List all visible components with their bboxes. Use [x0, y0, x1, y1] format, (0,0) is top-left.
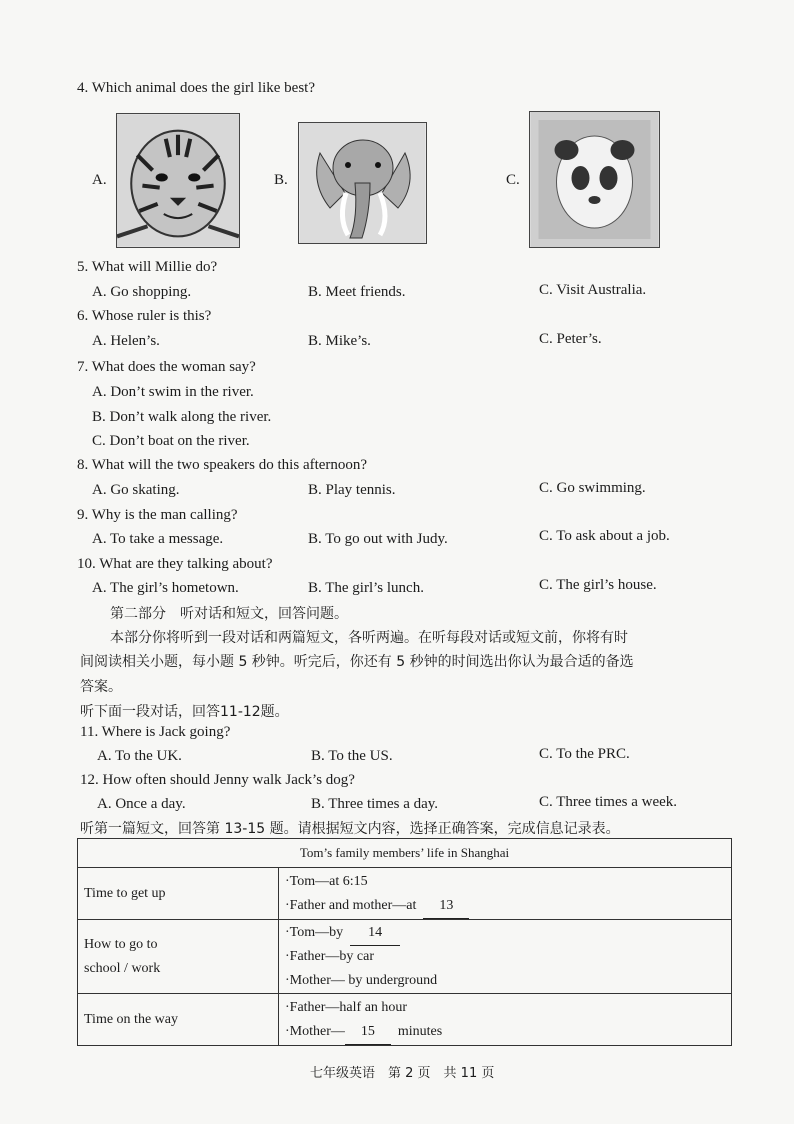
q10-option-c: C. The girl’s house.: [539, 577, 657, 593]
q12-option-c: C. Three times a week.: [539, 794, 678, 810]
table-row: [78, 868, 732, 920]
q9-stem: 9. Why is the man calling?: [77, 507, 238, 523]
q12-option-b: B. Three times a day.: [311, 796, 439, 812]
q9-option-c: C. To ask about a job.: [539, 528, 670, 544]
table-row: [78, 994, 732, 1046]
passage-instruction: 听第一篇短文，回答第 13-15 题。请根据短文内容，选择正确答案，完成信息记录表。: [80, 821, 620, 837]
q6-stem: 6. Whose ruler is this?: [77, 308, 212, 324]
tiger-icon: [117, 114, 239, 247]
info-record-table: [77, 838, 732, 1046]
part2-heading: 第二部分 听对话和短文，回答问题。: [110, 606, 348, 622]
elephant-picture: [298, 122, 427, 244]
answer-blank-13[interactable]: 13: [423, 894, 469, 919]
row-label-transport-line1: How to go to: [84, 936, 158, 952]
mother-transport: ·Mother— by underground: [285, 972, 438, 988]
q10-stem: 10. What are they talking about?: [77, 556, 273, 572]
father-on-the-way: ·Father—half an hour: [285, 999, 408, 1015]
q4-option-a-label: A.: [92, 172, 107, 188]
row-label-get-up: Time to get up: [78, 868, 279, 920]
part2-intro-line2: 间阅读相关小题，每小题 5 秒钟。听完后，你还有 5 秒钟的时间选出你认为最合适的备选: [80, 654, 634, 670]
table-row: [78, 920, 732, 994]
q6-option-a: A. Helen’s.: [92, 333, 160, 349]
q8-stem: 8. What will the two speakers do this afternoon?: [77, 457, 368, 473]
row-label-transport: [78, 920, 279, 994]
q5-option-a: A. Go shopping.: [92, 284, 192, 300]
dialogue-instruction: 听下面一段对话，回答11-12题。: [80, 704, 289, 720]
q8-option-a: A. Go skating.: [92, 482, 180, 498]
tom-transport: [285, 921, 725, 945]
answer-blank-14[interactable]: 14: [350, 921, 400, 946]
table-title-row: [78, 839, 732, 868]
q7-option-b: B. Don’t walk along the river.: [92, 409, 272, 425]
q7-stem: 7. What does the woman say?: [77, 359, 256, 375]
q8-option-b: B. Play tennis.: [308, 482, 396, 498]
answer-blank-15[interactable]: 15: [345, 1020, 391, 1045]
father-transport: ·Father—by car: [285, 948, 375, 964]
panda-picture: [529, 111, 660, 248]
q4-stem: 4. Which animal does the girl like best?: [77, 80, 315, 96]
q5-stem: 5. What will Millie do?: [77, 259, 218, 275]
q10-option-b: B. The girl’s lunch.: [308, 580, 424, 596]
parents-get-up-text: ·Father and mother—at: [285, 897, 417, 913]
parents-get-up: [285, 894, 725, 918]
tom-get-up: ·Tom—at 6:15: [285, 873, 368, 889]
row-content-get-up: [279, 868, 732, 920]
tom-transport-text: ·Tom—by: [285, 924, 344, 940]
tiger-picture: [116, 113, 240, 248]
elephant-icon: [299, 123, 426, 243]
row-content-on-the-way: [279, 994, 732, 1046]
q6-option-b: B. Mike’s.: [308, 333, 371, 349]
q7-option-c: C. Don’t boat on the river.: [92, 433, 250, 449]
page-footer: 七年级英语 第 2 页 共 11 页: [310, 1066, 495, 1081]
minutes-label: minutes: [397, 1023, 443, 1039]
row-label-transport-line2: school / work: [84, 960, 161, 976]
row-content-transport: [279, 920, 732, 994]
q4-option-b-label: B.: [274, 172, 288, 188]
q12-stem: 12. How often should Jenny walk Jack’s dog?: [80, 772, 355, 788]
q7-option-a: A. Don’t swim in the river.: [92, 384, 254, 400]
q4-option-c-label: C.: [506, 172, 520, 188]
mother-on-the-way-text: ·Mother—: [285, 1023, 345, 1039]
row-label-on-the-way: Time on the way: [78, 994, 279, 1046]
q11-option-c: C. To the PRC.: [539, 746, 630, 762]
q6-option-c: C. Peter’s.: [539, 331, 602, 347]
part2-intro-line1: 本部分你将听到一段对话和两篇短文，各听两遍。在听每段对话或短文前，你将有时: [110, 630, 628, 646]
q5-option-b: B. Meet friends.: [308, 284, 406, 300]
panda-icon: [530, 112, 659, 247]
q11-option-b: B. To the US.: [311, 748, 393, 764]
table-title: Tom’s family members’ life in Shanghai: [78, 839, 732, 868]
q9-option-b: B. To go out with Judy.: [308, 531, 448, 547]
q10-option-a: A. The girl’s hometown.: [92, 580, 239, 596]
q9-option-a: A. To take a message.: [92, 531, 224, 547]
q8-option-c: C. Go swimming.: [539, 480, 646, 496]
mother-on-the-way: [285, 1020, 725, 1044]
q11-option-a: A. To the UK.: [97, 748, 182, 764]
part2-intro-line3: 答案。: [80, 679, 122, 695]
q5-option-c: C. Visit Australia.: [539, 282, 647, 298]
q11-stem: 11. Where is Jack going?: [80, 724, 231, 740]
q12-option-a: A. Once a day.: [97, 796, 186, 812]
